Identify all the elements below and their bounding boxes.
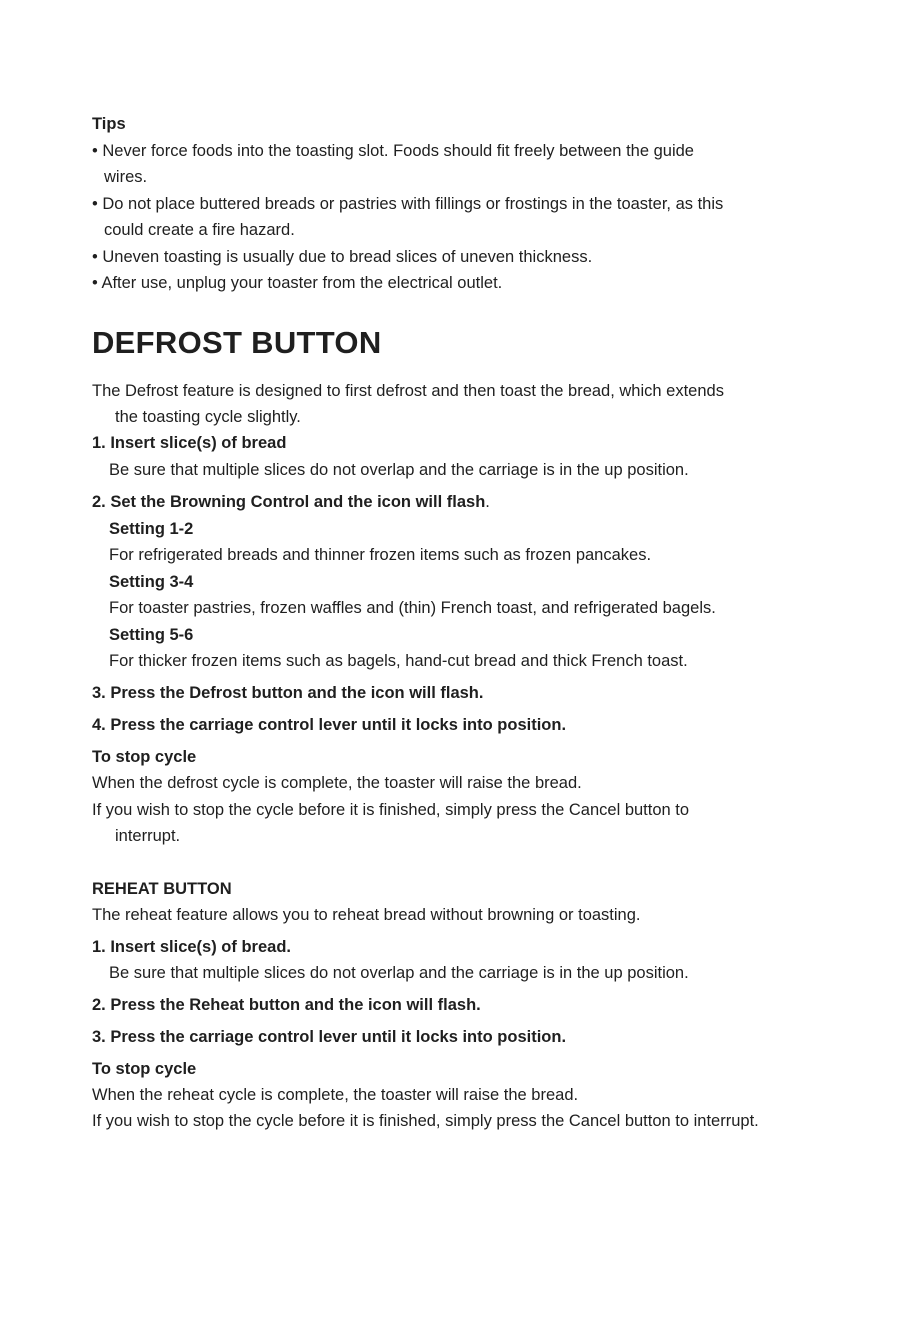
tips-line: • After use, unplug your toaster from the electrical outlet.	[92, 274, 503, 292]
setting-desc: For toaster pastries, frozen waffles and (thin) French toast, and refrigerated bagels.	[109, 599, 716, 617]
tips-line: wires.	[104, 168, 148, 186]
defrost-step-2	[92, 492, 490, 512]
defrost-step-4: 4. Press the carriage control lever until it locks into position.	[92, 716, 567, 734]
defrost-stop-line: interrupt.	[115, 827, 181, 845]
defrost-heading: DEFROST BUTTON	[92, 325, 382, 360]
reheat-stop-heading: To stop cycle	[92, 1060, 197, 1078]
setting-desc: For refrigerated breads and thinner frozen items such as frozen pancakes.	[109, 546, 652, 564]
setting-label: Setting 1-2	[109, 520, 194, 538]
defrost-stop-line: When the defrost cycle is complete, the toaster will raise the bread.	[92, 774, 582, 792]
setting-label: Setting 5-6	[109, 626, 194, 644]
tips-line: • Do not place buttered breads or pastries with fillings or frostings in the toaster, as this	[92, 195, 724, 213]
defrost-step-2-title: 2. Set the Browning Control and the icon will flash	[92, 493, 486, 511]
defrost-intro: the toasting cycle slightly.	[115, 408, 301, 426]
defrost-step-3: 3. Press the Defrost button and the icon will flash.	[92, 684, 484, 702]
tips-line: could create a fire hazard.	[104, 221, 295, 239]
reheat-stop-line: When the reheat cycle is complete, the toaster will raise the bread.	[92, 1086, 579, 1104]
defrost-step-1-title: 1. Insert slice(s) of bread	[92, 434, 287, 452]
setting-desc: For thicker frozen items such as bagels, hand-cut bread and thick French toast.	[109, 652, 688, 670]
setting-label: Setting 3-4	[109, 573, 194, 591]
reheat-step-3: 3. Press the carriage control lever until it locks into position.	[92, 1028, 567, 1046]
reheat-step-1-detail: Be sure that multiple slices do not overlap and the carriage is in the up position.	[109, 964, 689, 982]
tips-line: • Never force foods into the toasting slot. Foods should fit freely between the guide	[92, 142, 694, 160]
reheat-step-1-title: 1. Insert slice(s) of bread.	[92, 938, 291, 956]
tips-heading: Tips	[92, 115, 126, 133]
tips-line: • Uneven toasting is usually due to bread slices of uneven thickness.	[92, 248, 593, 266]
reheat-stop-line: If you wish to stop the cycle before it is finished, simply press the Cancel button to interrupt.	[92, 1112, 759, 1130]
defrost-intro: The Defrost feature is designed to first defrost and then toast the bread, which extends	[92, 382, 724, 400]
defrost-step-1-detail: Be sure that multiple slices do not overlap and the carriage is in the up position.	[109, 461, 689, 479]
reheat-heading: REHEAT BUTTON	[92, 880, 232, 898]
defrost-stop-heading: To stop cycle	[92, 748, 197, 766]
reheat-step-2: 2. Press the Reheat button and the icon will flash.	[92, 996, 481, 1014]
defrost-stop-line: If you wish to stop the cycle before it is finished, simply press the Cancel button to	[92, 801, 690, 819]
reheat-intro: The reheat feature allows you to reheat bread without browning or toasting.	[92, 906, 641, 924]
defrost-step-2-period: .	[485, 493, 490, 511]
